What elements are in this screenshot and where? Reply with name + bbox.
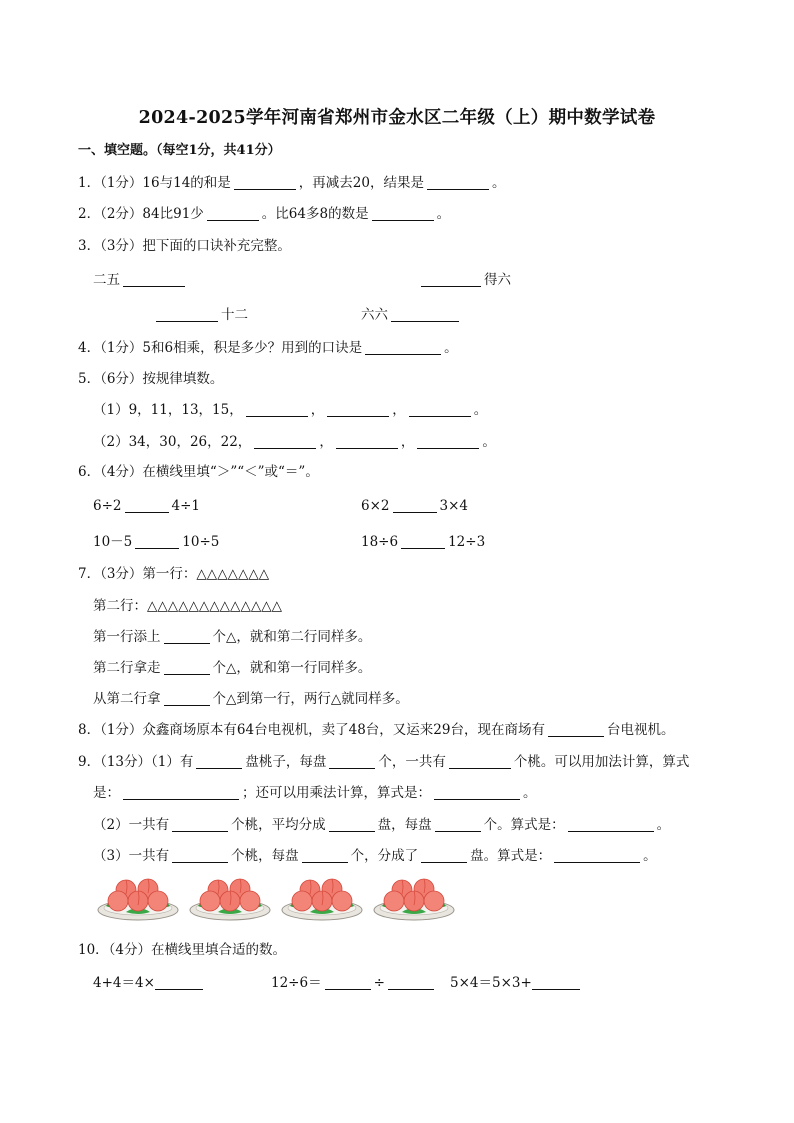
answer-blank[interactable]: [325, 975, 371, 990]
page-title: 2024-2025学年河南省郑州市金水区二年级（上）期中数学试卷: [138, 108, 656, 128]
q3-rhyme-3: [156, 306, 248, 324]
answer-blank[interactable]: [254, 434, 316, 449]
answer-blank[interactable]: [329, 817, 375, 832]
q6-expr: 6÷2: [93, 498, 122, 514]
q4-text-a: 4．（1分）5和6相乘，积是多少？用到的口诀是: [78, 340, 363, 356]
answer-blank[interactable]: [123, 785, 239, 800]
q9-text: 个桃，每盘: [231, 848, 299, 864]
q1-text-b: ，再减去20，结果是: [298, 175, 424, 191]
answer-blank[interactable]: [421, 272, 481, 287]
q3-rhyme-text: 得六: [484, 272, 511, 288]
answer-blank[interactable]: [196, 754, 242, 769]
q2-text-c: 。: [436, 206, 451, 222]
q7-text: 个△到第一行，两行△就同样多。: [212, 691, 409, 707]
q9-text: ；还可以用乘法计算，算式是：: [242, 785, 431, 801]
q5-end: 。: [482, 434, 496, 450]
q9-line-2: [93, 784, 537, 802]
q5-seq-text: （1）9，11，13，15，: [93, 402, 243, 418]
answer-blank[interactable]: [172, 817, 228, 832]
q5-comma: ，: [392, 402, 406, 418]
question-6: 6．（4分）在横线里填“＞”“＜”或“＝”。: [78, 464, 319, 480]
q6-expr: 6×2: [361, 498, 390, 514]
q6-expr: 18÷6: [361, 534, 399, 550]
q7-text: 个△，就和第二行同样多。: [212, 629, 372, 645]
answer-blank[interactable]: [388, 975, 434, 990]
q9-text: 。: [656, 817, 671, 833]
q9-text: 个，分成了: [350, 848, 419, 864]
q7-part-2: [93, 659, 371, 677]
q10-expr: 4+4＝4×: [93, 975, 155, 991]
q6-compare-3: [93, 533, 219, 551]
q3-rhyme-4: [361, 306, 462, 324]
answer-blank[interactable]: [329, 754, 375, 769]
answer-blank[interactable]: [135, 534, 179, 549]
q7-part-3: [93, 690, 409, 708]
q9-part-2: [93, 816, 670, 834]
q5-sequence-1: [93, 401, 487, 419]
q9-text: （3）一共有: [93, 848, 170, 864]
q10-expr: 12÷6＝: [271, 975, 322, 991]
question-8: [78, 721, 674, 739]
peach-plate: [374, 879, 454, 920]
q10-expr: ÷: [373, 975, 385, 991]
q5-comma: ，: [310, 402, 325, 418]
q7-text: 从第二行拿: [93, 691, 161, 707]
peach-plate: [282, 879, 362, 920]
answer-blank[interactable]: [532, 975, 580, 990]
question-4: [78, 339, 458, 357]
question-2: [78, 205, 450, 223]
q5-comma: ，: [319, 434, 333, 450]
question-3: 3．（3分）把下面的口诀补充完整。: [78, 238, 291, 254]
answer-blank[interactable]: [164, 660, 210, 675]
answer-blank[interactable]: [427, 175, 489, 190]
question-9: [78, 753, 689, 771]
q6-expr: 3×4: [439, 498, 468, 514]
answer-blank[interactable]: [435, 817, 481, 832]
q8-text-a: 8．（1分）众鑫商场原本有64台电视机，卖了48台，又运来29台，现在商场有: [78, 722, 545, 738]
answer-blank[interactable]: [164, 629, 210, 644]
q9-text: 盘。算式是：: [470, 848, 552, 864]
answer-blank[interactable]: [207, 206, 259, 221]
answer-blank[interactable]: [246, 402, 308, 417]
question-7: 7．（3分）第一行：△△△△△△△: [78, 566, 270, 582]
q6-expr: 12÷3: [448, 534, 486, 550]
q9-text: 个。算式是：: [483, 817, 565, 833]
q9-text: 个桃，平均分成: [231, 817, 326, 833]
q6-compare-4: [361, 533, 485, 551]
q1-text-c: 。: [491, 175, 506, 191]
answer-blank[interactable]: [421, 848, 467, 863]
peach-plate: [190, 879, 270, 920]
answer-blank[interactable]: [401, 534, 445, 549]
q9-text: 个桃。可以用加法计算，算式: [513, 754, 690, 770]
q9-text: 9．（13分）（1）有: [78, 754, 194, 770]
answer-blank[interactable]: [548, 722, 604, 737]
answer-blank[interactable]: [172, 848, 228, 863]
q5-comma: ，: [400, 434, 415, 450]
answer-blank[interactable]: [123, 272, 185, 287]
answer-blank[interactable]: [568, 817, 654, 832]
q7-text: 个△，就和第一行同样多。: [212, 660, 372, 676]
answer-blank[interactable]: [156, 307, 218, 322]
q8-text-b: 台电视机。: [606, 722, 675, 738]
q3-rhyme-text: 十二: [221, 307, 248, 323]
q9-text: 。: [643, 848, 657, 864]
q5-sequence-2: [93, 433, 496, 451]
q3-rhyme-1: [93, 271, 188, 289]
answer-blank[interactable]: [125, 498, 169, 513]
answer-blank[interactable]: [391, 307, 459, 322]
question-10: 10．（4分）在横线里填合适的数。: [78, 942, 287, 958]
q10-eq-2: [271, 974, 437, 992]
q9-text: （2）一共有: [93, 817, 170, 833]
peach-plate: [98, 879, 178, 920]
answer-blank[interactable]: [302, 848, 348, 863]
q10-eq-3: [450, 974, 583, 992]
q1-text-a: 1．（1分）16与14的和是: [78, 175, 231, 191]
q7-part-1: [93, 628, 371, 646]
q9-text: 个，一共有: [378, 754, 446, 770]
q10-eq-1: [93, 974, 206, 992]
q7-row-2: 第二行：△△△△△△△△△△△△△: [93, 598, 282, 614]
q4-text-b: 。: [444, 340, 458, 356]
question-5: 5．（6分）按规律填数。: [78, 371, 224, 387]
q3-rhyme-text: 二五: [93, 272, 120, 288]
answer-blank[interactable]: [449, 754, 511, 769]
q9-text: 是：: [93, 785, 120, 801]
section-heading-fill-blank: 一、填空题。（每空1分，共41分）: [78, 143, 281, 158]
peach-plates-illustration: [96, 874, 456, 924]
answer-blank[interactable]: [417, 434, 479, 449]
q5-end: 。: [473, 402, 488, 418]
q6-compare-1: [93, 497, 200, 515]
q6-compare-2: [361, 497, 468, 515]
q2-text-b: 。比64多8的数是: [261, 206, 369, 222]
answer-blank[interactable]: [365, 340, 441, 355]
question-1: [78, 174, 505, 192]
answer-blank[interactable]: [155, 975, 203, 990]
q7-text: 第一行添上: [93, 629, 161, 645]
answer-blank[interactable]: [372, 206, 434, 221]
q6-expr: 10÷5: [182, 534, 220, 550]
q7-text: 第二行拿走: [93, 660, 161, 676]
answer-blank[interactable]: [434, 785, 520, 800]
answer-blank[interactable]: [164, 691, 210, 706]
q5-seq-text: （2）34，30，26，22，: [93, 434, 252, 450]
q2-text-a: 2．（2分）84比91少: [78, 206, 204, 222]
answer-blank[interactable]: [554, 848, 640, 863]
answer-blank[interactable]: [234, 175, 296, 190]
answer-blank[interactable]: [393, 498, 437, 513]
answer-blank[interactable]: [327, 402, 389, 417]
answer-blank[interactable]: [336, 434, 398, 449]
q10-expr: 5×4＝5×3+: [450, 975, 532, 991]
q6-expr: 4÷1: [171, 498, 200, 514]
q6-expr: 10－5: [93, 534, 133, 550]
q9-text: 盘，每盘: [377, 817, 432, 833]
answer-blank[interactable]: [409, 402, 471, 417]
q9-text: 盘桃子，每盘: [245, 754, 327, 770]
q3-rhyme-text: 六六: [361, 307, 388, 323]
q9-text: 。: [523, 785, 537, 801]
q9-part-3: [93, 847, 657, 865]
q3-rhyme-2: [421, 271, 511, 289]
